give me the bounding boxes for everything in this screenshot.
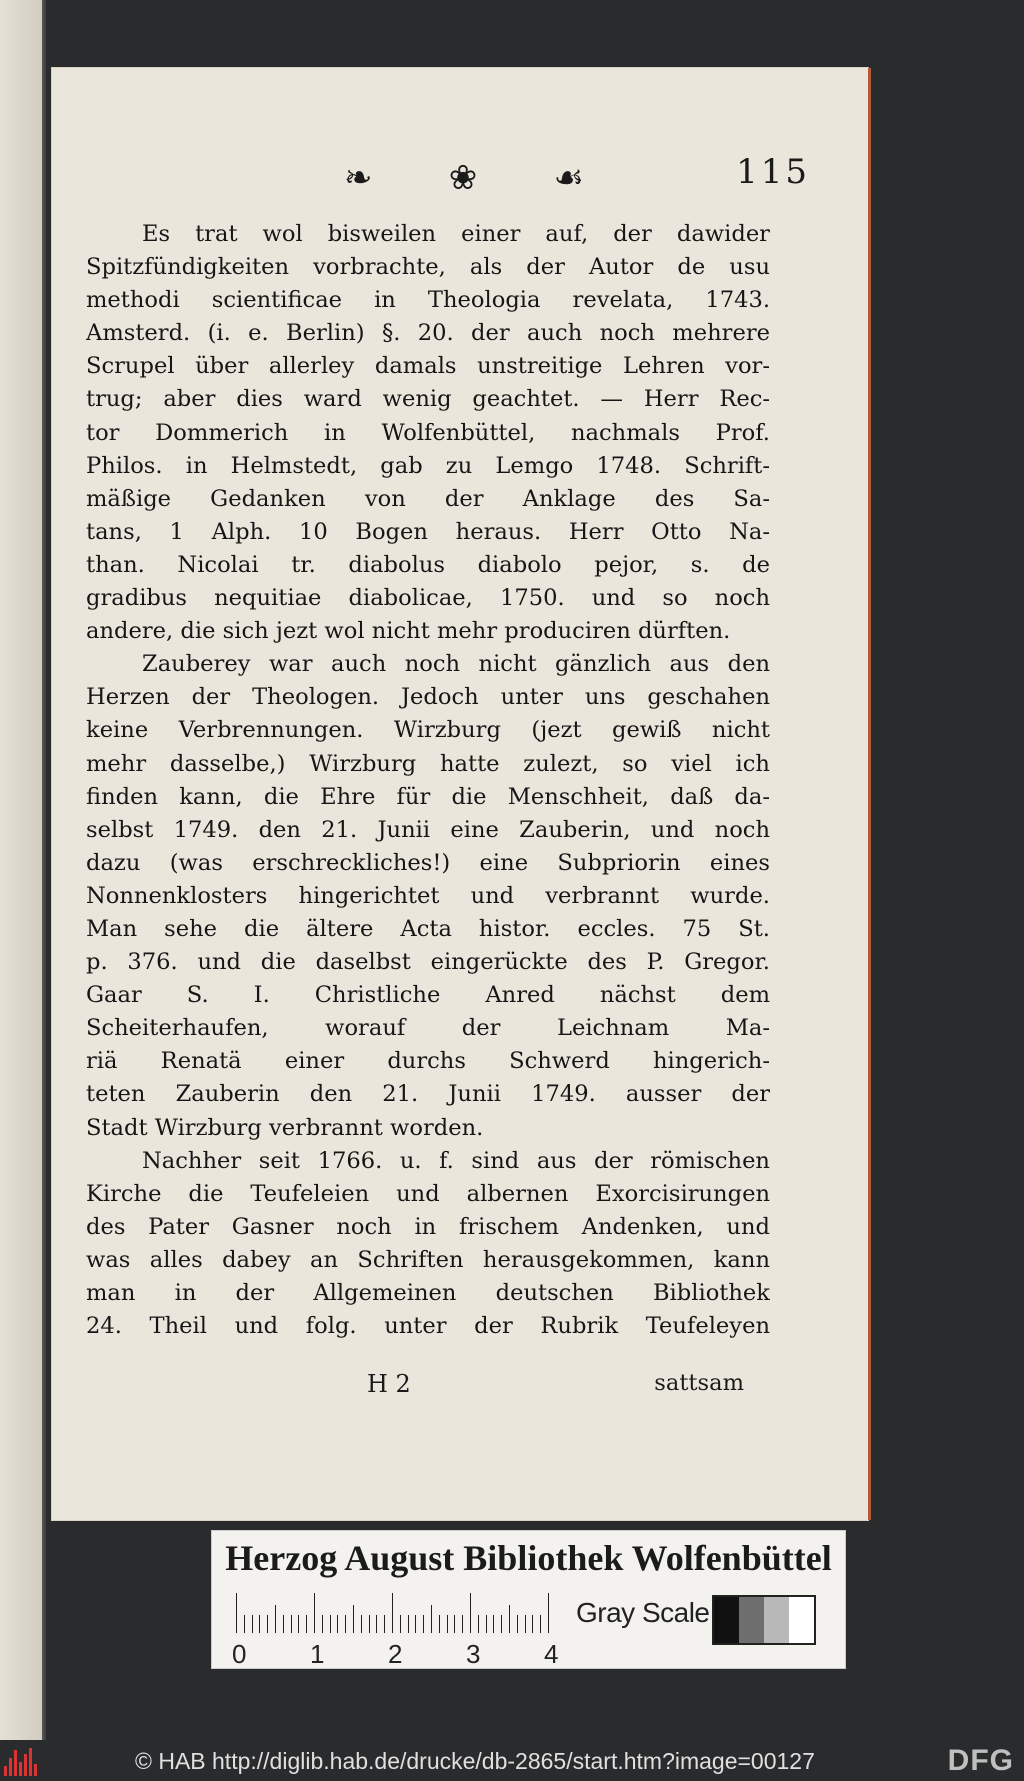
text-line: keine Verbrennungen. Wirzburg (jezt gewiß nicht bbox=[86, 717, 770, 744]
grayscale-label: Gray Scale bbox=[576, 1597, 710, 1628]
ruler-tick bbox=[439, 1615, 440, 1633]
ornament-center-icon: ❀ bbox=[448, 158, 478, 198]
ruler-tick bbox=[517, 1615, 518, 1633]
ruler-tick bbox=[283, 1615, 284, 1633]
ruler-tick bbox=[298, 1615, 299, 1633]
hab-logo-icon bbox=[4, 1748, 50, 1776]
ruler-number: 0 bbox=[232, 1639, 247, 1669]
text-line: riä Renatä einer durchs Schwerd hingerich- bbox=[86, 1048, 770, 1075]
text-line: Man sehe die ältere Acta histor. eccles. 75 St. bbox=[86, 915, 770, 942]
text-line: trug; aber dies ward wenig geachtet. — Herr Rec- bbox=[86, 386, 770, 413]
ruler-tick bbox=[462, 1615, 463, 1633]
text-line: tor Dommerich in Wolfenbüttel, nachmals Prof. bbox=[86, 419, 770, 446]
ruler-tick bbox=[306, 1615, 307, 1633]
text-line: Amsterd. (i. e. Berlin) §. 20. der auch noch mehrere bbox=[86, 320, 770, 347]
ruler-tick bbox=[423, 1615, 424, 1633]
text-line: Zauberey war auch noch nicht gänzlich aus den bbox=[142, 651, 770, 678]
ruler-tick bbox=[291, 1615, 292, 1633]
ruler-tick bbox=[540, 1615, 541, 1633]
header-ornament bbox=[344, 148, 584, 208]
text-line: Nonnenklosters hingerichtet und verbrannt wurde. bbox=[86, 882, 770, 909]
text-line: Stadt Wirzburg verbrannt worden. bbox=[86, 1114, 484, 1141]
text-line: was alles dabey an Schriften herausgekommen, kann bbox=[86, 1246, 770, 1273]
text-line: des Pater Gasner noch in frischem Andenken, und bbox=[86, 1213, 770, 1240]
footer-url[interactable]: © HAB http://diglib.hab.de/drucke/db-2865/start.htm?image=00127 bbox=[135, 1748, 815, 1774]
scale-ruler bbox=[236, 1593, 556, 1633]
ruler-tick bbox=[400, 1615, 401, 1633]
text-line: Scheiterhaufen, worauf der Leichnam Ma- bbox=[86, 1015, 770, 1042]
text-line: Gaar S. I. Christliche Anred nächst dem bbox=[86, 982, 770, 1009]
ruler-tick bbox=[345, 1615, 346, 1633]
ruler-tick bbox=[337, 1615, 338, 1633]
text-line: than. Nicolai tr. diabolus diabolo pejor, s. de bbox=[86, 551, 770, 578]
grayscale-swatch bbox=[714, 1597, 739, 1643]
ruler-tick bbox=[267, 1615, 268, 1633]
ruler-tick bbox=[501, 1615, 502, 1633]
ruler-tick bbox=[548, 1593, 549, 1633]
text-line: Kirche die Teufeleien und albernen Exorcisirungen bbox=[86, 1180, 770, 1207]
ruler-number: 2 bbox=[388, 1639, 403, 1669]
library-title: Herzog August Bibliothek Wolfenbüttel bbox=[225, 1538, 832, 1578]
text-line: Spitzfündigkeiten vorbrachte, als der Autor de usu bbox=[86, 254, 770, 281]
text-line: Herzen der Theologen. Jedoch unter uns geschahen bbox=[86, 684, 770, 711]
text-line: gradibus nequitiae diabolicae, 1750. und so noch bbox=[86, 585, 770, 612]
ruler-tick bbox=[478, 1615, 479, 1633]
ruler-tick bbox=[415, 1615, 416, 1633]
ruler-tick bbox=[486, 1615, 487, 1633]
ruler-tick bbox=[431, 1605, 432, 1633]
ruler-tick bbox=[376, 1615, 377, 1633]
ruler-tick bbox=[252, 1615, 253, 1633]
ruler-tick bbox=[330, 1615, 331, 1633]
text-line: mäßige Gedanken von der Anklage des Sa- bbox=[86, 485, 770, 512]
text-line: Philos. in Helmstedt, gab zu Lemgo 1748. Schrift- bbox=[86, 452, 770, 479]
ruler-tick bbox=[322, 1615, 323, 1633]
ruler-number: 3 bbox=[466, 1639, 481, 1669]
text-line: Es trat wol bisweilen einer auf, der dawider bbox=[142, 221, 770, 247]
text-line: p. 376. und die daselbst eingerückte des P. Gregor. bbox=[86, 949, 770, 976]
ruler-number: 4 bbox=[544, 1639, 559, 1669]
catchword: sattsam bbox=[654, 1370, 744, 1396]
text-line: selbst 1749. den 21. Junii eine Zauberin, und noch bbox=[86, 816, 770, 843]
text-line: teten Zauberin den 21. Junii 1749. ausser der bbox=[86, 1081, 770, 1108]
book-page bbox=[52, 68, 868, 1520]
text-line: Scrupel über allerley damals unstreitige Lehren vor- bbox=[86, 353, 770, 380]
text-line: tans, 1 Alph. 10 Bogen heraus. Herr Otto Na- bbox=[86, 518, 770, 545]
footer-bar bbox=[0, 1742, 1024, 1781]
ruler-tick bbox=[353, 1605, 354, 1633]
text-line: man in der Allgemeinen deutschen Bibliothek bbox=[86, 1280, 770, 1306]
ruler-tick bbox=[454, 1615, 455, 1633]
ruler-tick bbox=[384, 1615, 385, 1633]
text-line: mehr dasselbe,) Wirzburg hatte zulezt, so viel ich bbox=[86, 750, 770, 777]
ruler-tick bbox=[361, 1615, 362, 1633]
ornament-right-icon: ☙ bbox=[553, 158, 584, 198]
body-text bbox=[86, 218, 770, 1343]
page-number: 115 bbox=[736, 152, 810, 192]
text-line: andere, die sich jezt wol nicht mehr produciren dürften. bbox=[86, 618, 731, 645]
ruler-tick bbox=[509, 1605, 510, 1633]
grayscale-swatch bbox=[764, 1597, 789, 1643]
signature-mark: H 2 bbox=[367, 1370, 411, 1398]
ruler-tick bbox=[493, 1615, 494, 1633]
text-line: 24. Theil und folg. unter der Rubrik Teufeleyen bbox=[86, 1313, 770, 1340]
library-color-label bbox=[211, 1530, 846, 1669]
ruler-tick bbox=[314, 1593, 315, 1633]
ruler-tick bbox=[236, 1593, 237, 1633]
grayscale-swatch bbox=[739, 1597, 764, 1643]
text-line: methodi scientificae in Theologia revelata, 1743. bbox=[86, 287, 770, 314]
ruler-tick bbox=[244, 1615, 245, 1633]
ruler-tick bbox=[392, 1593, 393, 1633]
text-line: dazu (was erschreckliches!) eine Subpriorin eines bbox=[86, 849, 770, 876]
text-line: finden kann, die Ehre für die Menschheit, daß da- bbox=[86, 783, 770, 810]
ruler-tick bbox=[275, 1605, 276, 1633]
ruler-tick bbox=[259, 1615, 260, 1633]
grayscale-swatch bbox=[789, 1597, 814, 1643]
ruler-tick bbox=[447, 1615, 448, 1633]
ruler-tick bbox=[532, 1615, 533, 1633]
left-page-edge bbox=[0, 0, 46, 1740]
dfg-logo: DFG bbox=[947, 1744, 1014, 1777]
text-line: Nachher seit 1766. u. f. sind aus der römischen bbox=[142, 1147, 770, 1174]
ruler-tick bbox=[408, 1615, 409, 1633]
ornament-left-icon: ❧ bbox=[344, 158, 373, 198]
ruler-tick bbox=[369, 1615, 370, 1633]
ruler-tick bbox=[525, 1615, 526, 1633]
grayscale-bar bbox=[712, 1595, 816, 1645]
ruler-tick bbox=[470, 1593, 471, 1633]
ruler-number: 1 bbox=[310, 1639, 325, 1669]
